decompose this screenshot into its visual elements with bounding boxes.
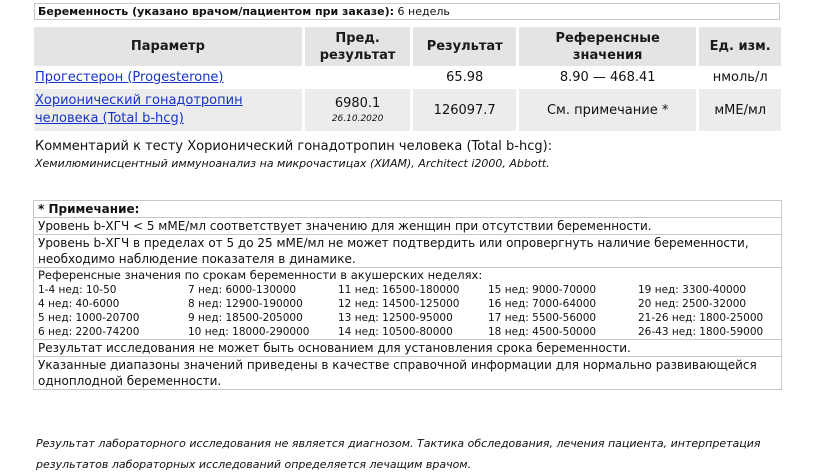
header-prev-line2: результат: [319, 47, 396, 63]
ref-value-cell: 5 нед: 1000-20700: [38, 312, 140, 324]
table-row: [34, 89, 781, 131]
row-unit-cell: мМЕ/мл: [699, 89, 781, 131]
row-ref-cell: 8.90 — 468.41: [519, 66, 699, 89]
note-line3: Результат исследования не может быть основанием для установления срока беременности.: [33, 339, 782, 356]
header-ref: Референсные значения: [519, 27, 699, 66]
note-line2b: необходимо наблюдение показателя в динамике.: [38, 252, 356, 266]
hcg-link[interactable]: [35, 93, 243, 126]
note-line2: [33, 234, 782, 267]
row-result-cell: 65.98: [413, 66, 518, 89]
header-param: Параметр: [34, 27, 305, 66]
ref-value-cell: 19 нед: 3300-40000: [638, 284, 747, 296]
ref-value-cell: 13 нед: 12500-95000: [338, 312, 453, 324]
row-param-cell: [34, 66, 305, 89]
hcg-link-line2[interactable]: человека (Total b-hcg): [35, 111, 184, 126]
ref-value-cell: 21-26 нед: 1800-25000: [638, 312, 764, 324]
disclaimer: [36, 433, 796, 475]
comment-title: Комментарий к тесту Хорионический гонадотропин человека (Total b-hcg):: [35, 139, 553, 154]
ref-value-cell: 8 нед: 12900-190000: [188, 298, 303, 310]
ref-value-cell: 1-4 нед: 10-50: [38, 284, 117, 296]
note-line4a: Указанные диапазоны значений приведены в качестве справочной информации для нормально развивающейся: [38, 358, 757, 372]
ref-grid-values: [38, 283, 781, 339]
disclaimer-line1: Результат лабораторного исследования не является диагнозом. Тактика обследования, лечения пациента, интерпретация: [36, 437, 761, 450]
row-ref-cell: См. примечание *: [519, 89, 699, 131]
note-title: * Примечание:: [38, 202, 140, 216]
ref-value-cell: 26-43 нед: 1800-59000: [638, 326, 764, 338]
ref-header: Референсные значения по срокам беременности в акушерских неделях:: [38, 268, 483, 282]
ref-value-cell: 6 нед: 2200-74200: [38, 326, 140, 338]
ref-value-cell: 15 нед: 9000-70000: [488, 284, 597, 296]
ref-value-cell: 7 нед: 6000-130000: [188, 284, 297, 296]
header-prev: [305, 27, 414, 66]
header-prev-line1: Пред.: [335, 30, 380, 46]
ref-value-cell: 4 нед: 40-6000: [38, 298, 120, 310]
hcg-link-line1[interactable]: Хорионический гонадотропин: [35, 93, 243, 108]
pregnancy-value: 6 недель: [397, 5, 450, 18]
ref-grid: [33, 267, 782, 339]
prev-date: 26.10.2020: [331, 114, 384, 124]
row-result-cell: 126097.7: [413, 89, 518, 131]
comment-method: Хемилюминисцентный иммуноанализ на микрочастицах (ХИАМ), Architect i2000, Abbott.: [35, 157, 550, 170]
header-unit: Ед. изм.: [699, 27, 781, 66]
table-row: [34, 66, 781, 89]
table-header-row: [34, 27, 781, 66]
results-table: [34, 27, 781, 131]
ref-value-cell: 17 нед: 5500-56000: [488, 312, 597, 324]
note-box: [33, 200, 782, 390]
ref-value-cell: 12 нед: 14500-125000: [338, 298, 460, 310]
ref-value-cell: 16 нед: 7000-64000: [488, 298, 597, 310]
progesterone-link[interactable]: Прогестерон (Progesterone): [35, 69, 224, 85]
ref-value-cell: 10 нед: 18000-290000: [188, 326, 310, 338]
prev-value: 6980.1: [334, 96, 381, 111]
note-line2a: Уровень b-ХГЧ в пределах от 5 до 25 мМЕ/мл не может подтвердить или опровергнуть наличие беременности,: [38, 236, 749, 250]
row-param-cell: [34, 89, 305, 131]
disclaimer-line2: результатов лабораторных исследований определяется лечащим врачом.: [36, 458, 472, 471]
pregnancy-label: Беременность (указано врачом/пациентом при заказе):: [38, 5, 395, 18]
ref-value-cell: 20 нед: 2500-32000: [638, 298, 747, 310]
row-unit-cell: нмоль/л: [712, 70, 768, 85]
note-line1: Уровень b-ХГЧ < 5 мМЕ/мл соответствует значению для женщин при отсутствии беременности.: [33, 217, 782, 234]
note-line4: [33, 356, 782, 390]
note-title-row: [33, 200, 782, 217]
ref-value-cell: 14 нед: 10500-80000: [338, 326, 453, 338]
header-result: Результат: [413, 27, 518, 66]
ref-value-cell: 9 нед: 18500-205000: [188, 312, 303, 324]
ref-value-cell: 11 нед: 16500-180000: [338, 284, 460, 296]
ref-value-cell: 18 нед: 4500-50000: [488, 326, 597, 338]
pregnancy-info: [34, 3, 780, 20]
row-prev-cell: [305, 66, 414, 89]
row-prev-cell: [305, 89, 414, 131]
note-line4b: одноплодной беременности.: [38, 374, 222, 388]
